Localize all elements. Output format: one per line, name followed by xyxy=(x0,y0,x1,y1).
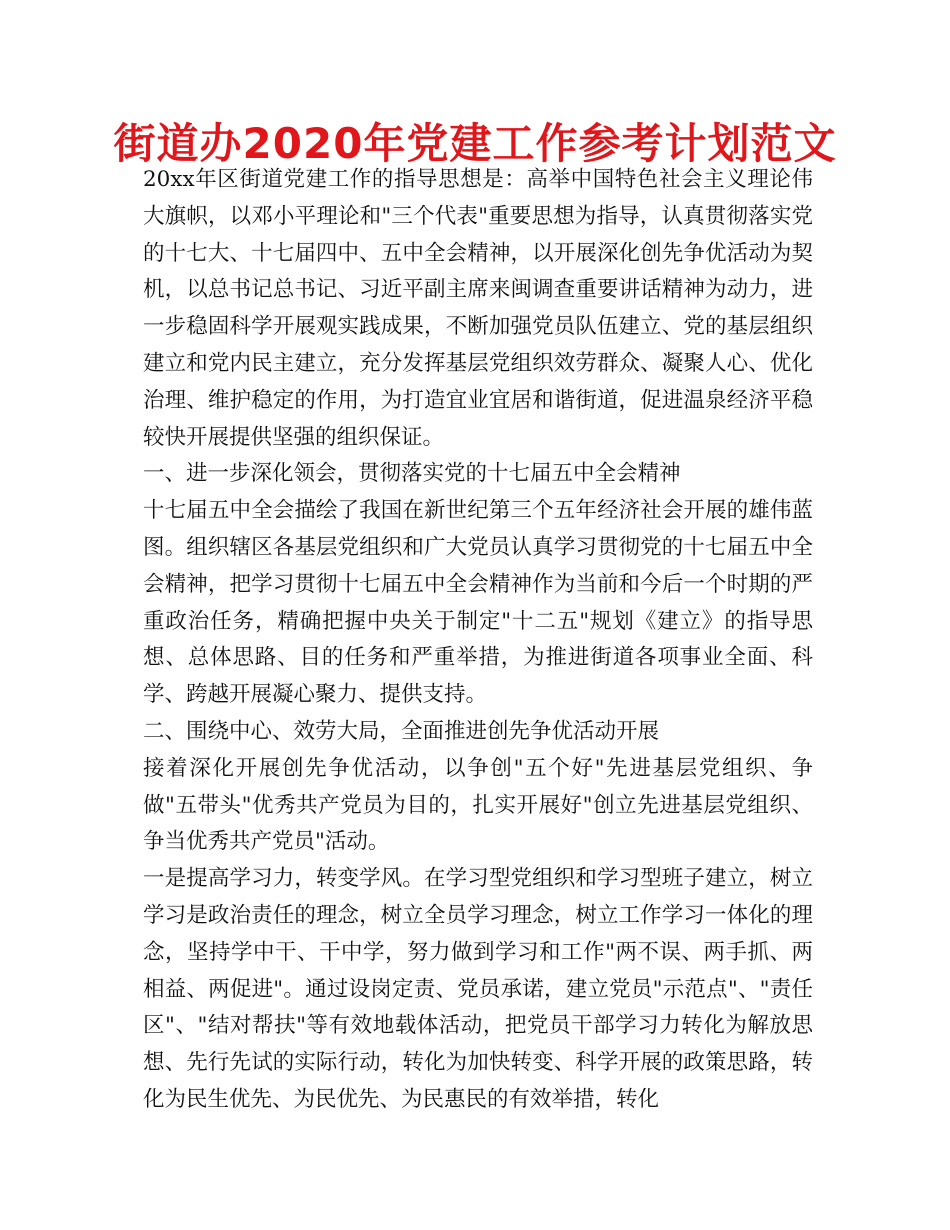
body-paragraph: 十七届五中全会描绘了我国在新世纪第三个五年经济社会开展的雄伟蓝图。组织辖区各基层党组织和广大党员认真学习贯彻党的十七届五中全会精神，把学习贯彻十七届五中全会精神作为当前和今后一个时期的严重政治任务，精确把握中央关于制定"十二五"规划《建立》的指导思想、总体思路、目的任务和严重举措，为推进街道各项事业全面、科学、跨越开展凝心聚力、提供支持。 xyxy=(143,498,813,708)
body-paragraph: 20xx年区街道党建工作的指导思想是：高举中国特色社会主义理论伟大旗帜，以邓小平理论和"三个代表"重要思想为指导，认真贯彻落实党的十七大、十七届四中、五中全会精神，以开展深化创先争优活动为契机，以总书记总书记、习近平副主席来闽调查重要讲话精神为动力，进一步稳固科学开展观实践成果，不断加强党员队伍建立、党的基层组织建立和党内民主建立，充分发挥基层党组织效劳群众、凝聚人心、优化治理、维护稳定的作用，为打造宜业宜居和谐街道，促进温泉经济平稳较快开展提供坚强的组织保证。 xyxy=(143,167,813,450)
section-heading: 二、围绕中心、效劳大局，全面推进创先争优活动开展 xyxy=(143,718,660,744)
body-paragraph: 接着深化开展创先争优活动，以争创"五个好"先进基层党组织、争做"五带头"优秀共产党员为目的，扎实开展好"创立先进基层党组织、争当优秀共产党员"活动。 xyxy=(143,755,813,855)
section-heading: 一、进一步深化领会，贯彻落实党的十七届五中全会精神 xyxy=(143,461,681,487)
body-paragraph: 一是提高学习力，转变学风。在学习型党组织和学习型班子建立，树立学习是政治责任的理念，树立全员学习理念，树立工作学习一体化的理念，坚持学中干、干中学，努力做到学习和工作"两不误、两手抓、两相益、两促进"。通过设岗定责、党员承诺，建立党员"示范点"、"责任区"、"结对帮扶"等有效地载体活动，把党员干部学习力转化为解放思想、先行先试的实际行动，转化为加快转变、科学开展的政策思路，转化为民生优先、为民优先、为民惠民的有效举措，转化 xyxy=(143,866,813,1112)
document-title: 街道办2020年党建工作参考计划范文 xyxy=(113,119,837,168)
document-body xyxy=(143,162,813,1119)
